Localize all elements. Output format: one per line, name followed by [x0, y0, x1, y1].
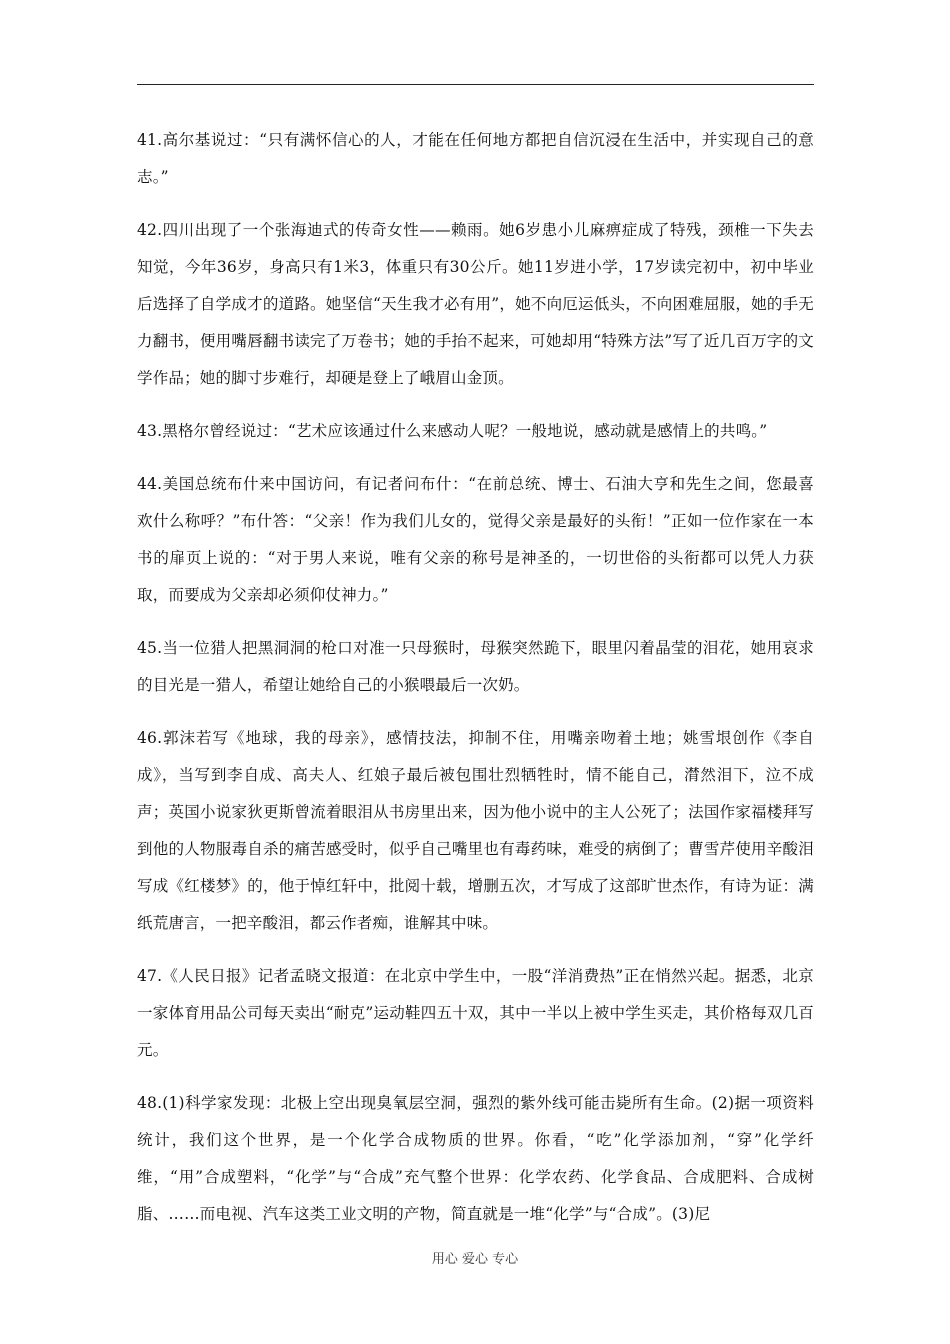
- paragraph-42: 42.四川出现了一个张海迪式的传奇女性——赖雨。她6岁患小儿麻痹症成了特残，颈椎一下失去知觉，今年36岁，身高只有1米3，体重只有30公斤。她11岁进小学，17岁读完初中，初中毕业后选择了自学成才的道路。她坚信“天生我才必有用”，她不向厄运低头，不向困难屈服，她的手无力翻书，便用嘴唇翻书读完了万卷书；她的手抬不起来，可她却用“特殊方法”写了近几百万字的文学作品；她的脚寸步难行，却硬是登上了峨眉山金顶。: [137, 221, 814, 387]
- page-footer: 用心 爱心 专心: [431, 1252, 519, 1267]
- paragraph-45: 45.当一位猎人把黑洞洞的枪口对准一只母猴时，母猴突然跪下，眼里闪着晶莹的泪花，她用哀求的目光是一猎人，希望让她给自己的小猴喂最后一次奶。: [137, 639, 814, 694]
- paragraph-43: 43.黑格尔曾经说过：“艺术应该通过什么来感动人呢？一般地说，感动就是感情上的共鸣。”: [137, 422, 768, 440]
- paragraph-48: 48.(1)科学家发现：北极上空出现臭氧层空洞，强烈的紫外线可能击毙所有生命。(2)据一项资料统计，我们这个世界，是一个化学合成物质的世界。你看，“吃”化学添加剂，“穿”化学纤维，“用”合成塑料，“化学”与“合成”充气整个世界：化学农药、化学食品、合成肥料、合成树脂、……而电视、汽车这类工业文明的产物，简直就是一堆“化学”与“合成”。(3)尼: [137, 1094, 814, 1223]
- paragraph-47: 47.《人民日报》记者孟晓文报道：在北京中学生中，一股“洋消费热”正在悄然兴起。据悉，北京一家体育用品公司每天卖出“耐克”运动鞋四五十双，其中一半以上被中学生买走，其价格每双几百元。: [137, 967, 814, 1059]
- header-rule: [137, 84, 814, 85]
- document-body: [137, 122, 814, 1249]
- paragraph-41: 41.高尔基说过：“只有满怀信心的人，才能在任何地方都把自信沉浸在生活中，并实现自己的意志。”: [137, 131, 814, 186]
- paragraph-46: 46.郭沫若写《地球，我的母亲》，感情技法，抑制不住，用嘴亲吻着土地；姚雪垠创作《李自成》，当写到李自成、高夫人、红娘子最后被包围壮烈牺牲时，情不能自己，潸然泪下，泣不成声；英国小说家狄更斯曾流着眼泪从书房里出来，因为他小说中的主人公死了；法国作家福楼拜写到他的人物服毒自杀的痛苦感受时，似乎自己嘴里也有毒药味，难受的病倒了；曹雪芹使用辛酸泪写成《红楼梦》的，他于悼红轩中，批阅十载，增删五次，才写成了这部旷世杰作，有诗为证：满纸荒唐言，一把辛酸泪，都云作者痴，谁解其中味。: [137, 729, 814, 932]
- paragraph-44: 44.美国总统布什来中国访问，有记者问布什：“在前总统、博士、石油大亨和先生之间，您最喜欢什么称呼？”布什答：“父亲！作为我们儿女的，觉得父亲是最好的头衔！”正如一位作家在一本书的扉页上说的：“对于男人来说，唯有父亲的称号是神圣的，一切世俗的头衔都可以凭人力获取，而要成为父亲却必须仰仗神力。”: [137, 475, 814, 604]
